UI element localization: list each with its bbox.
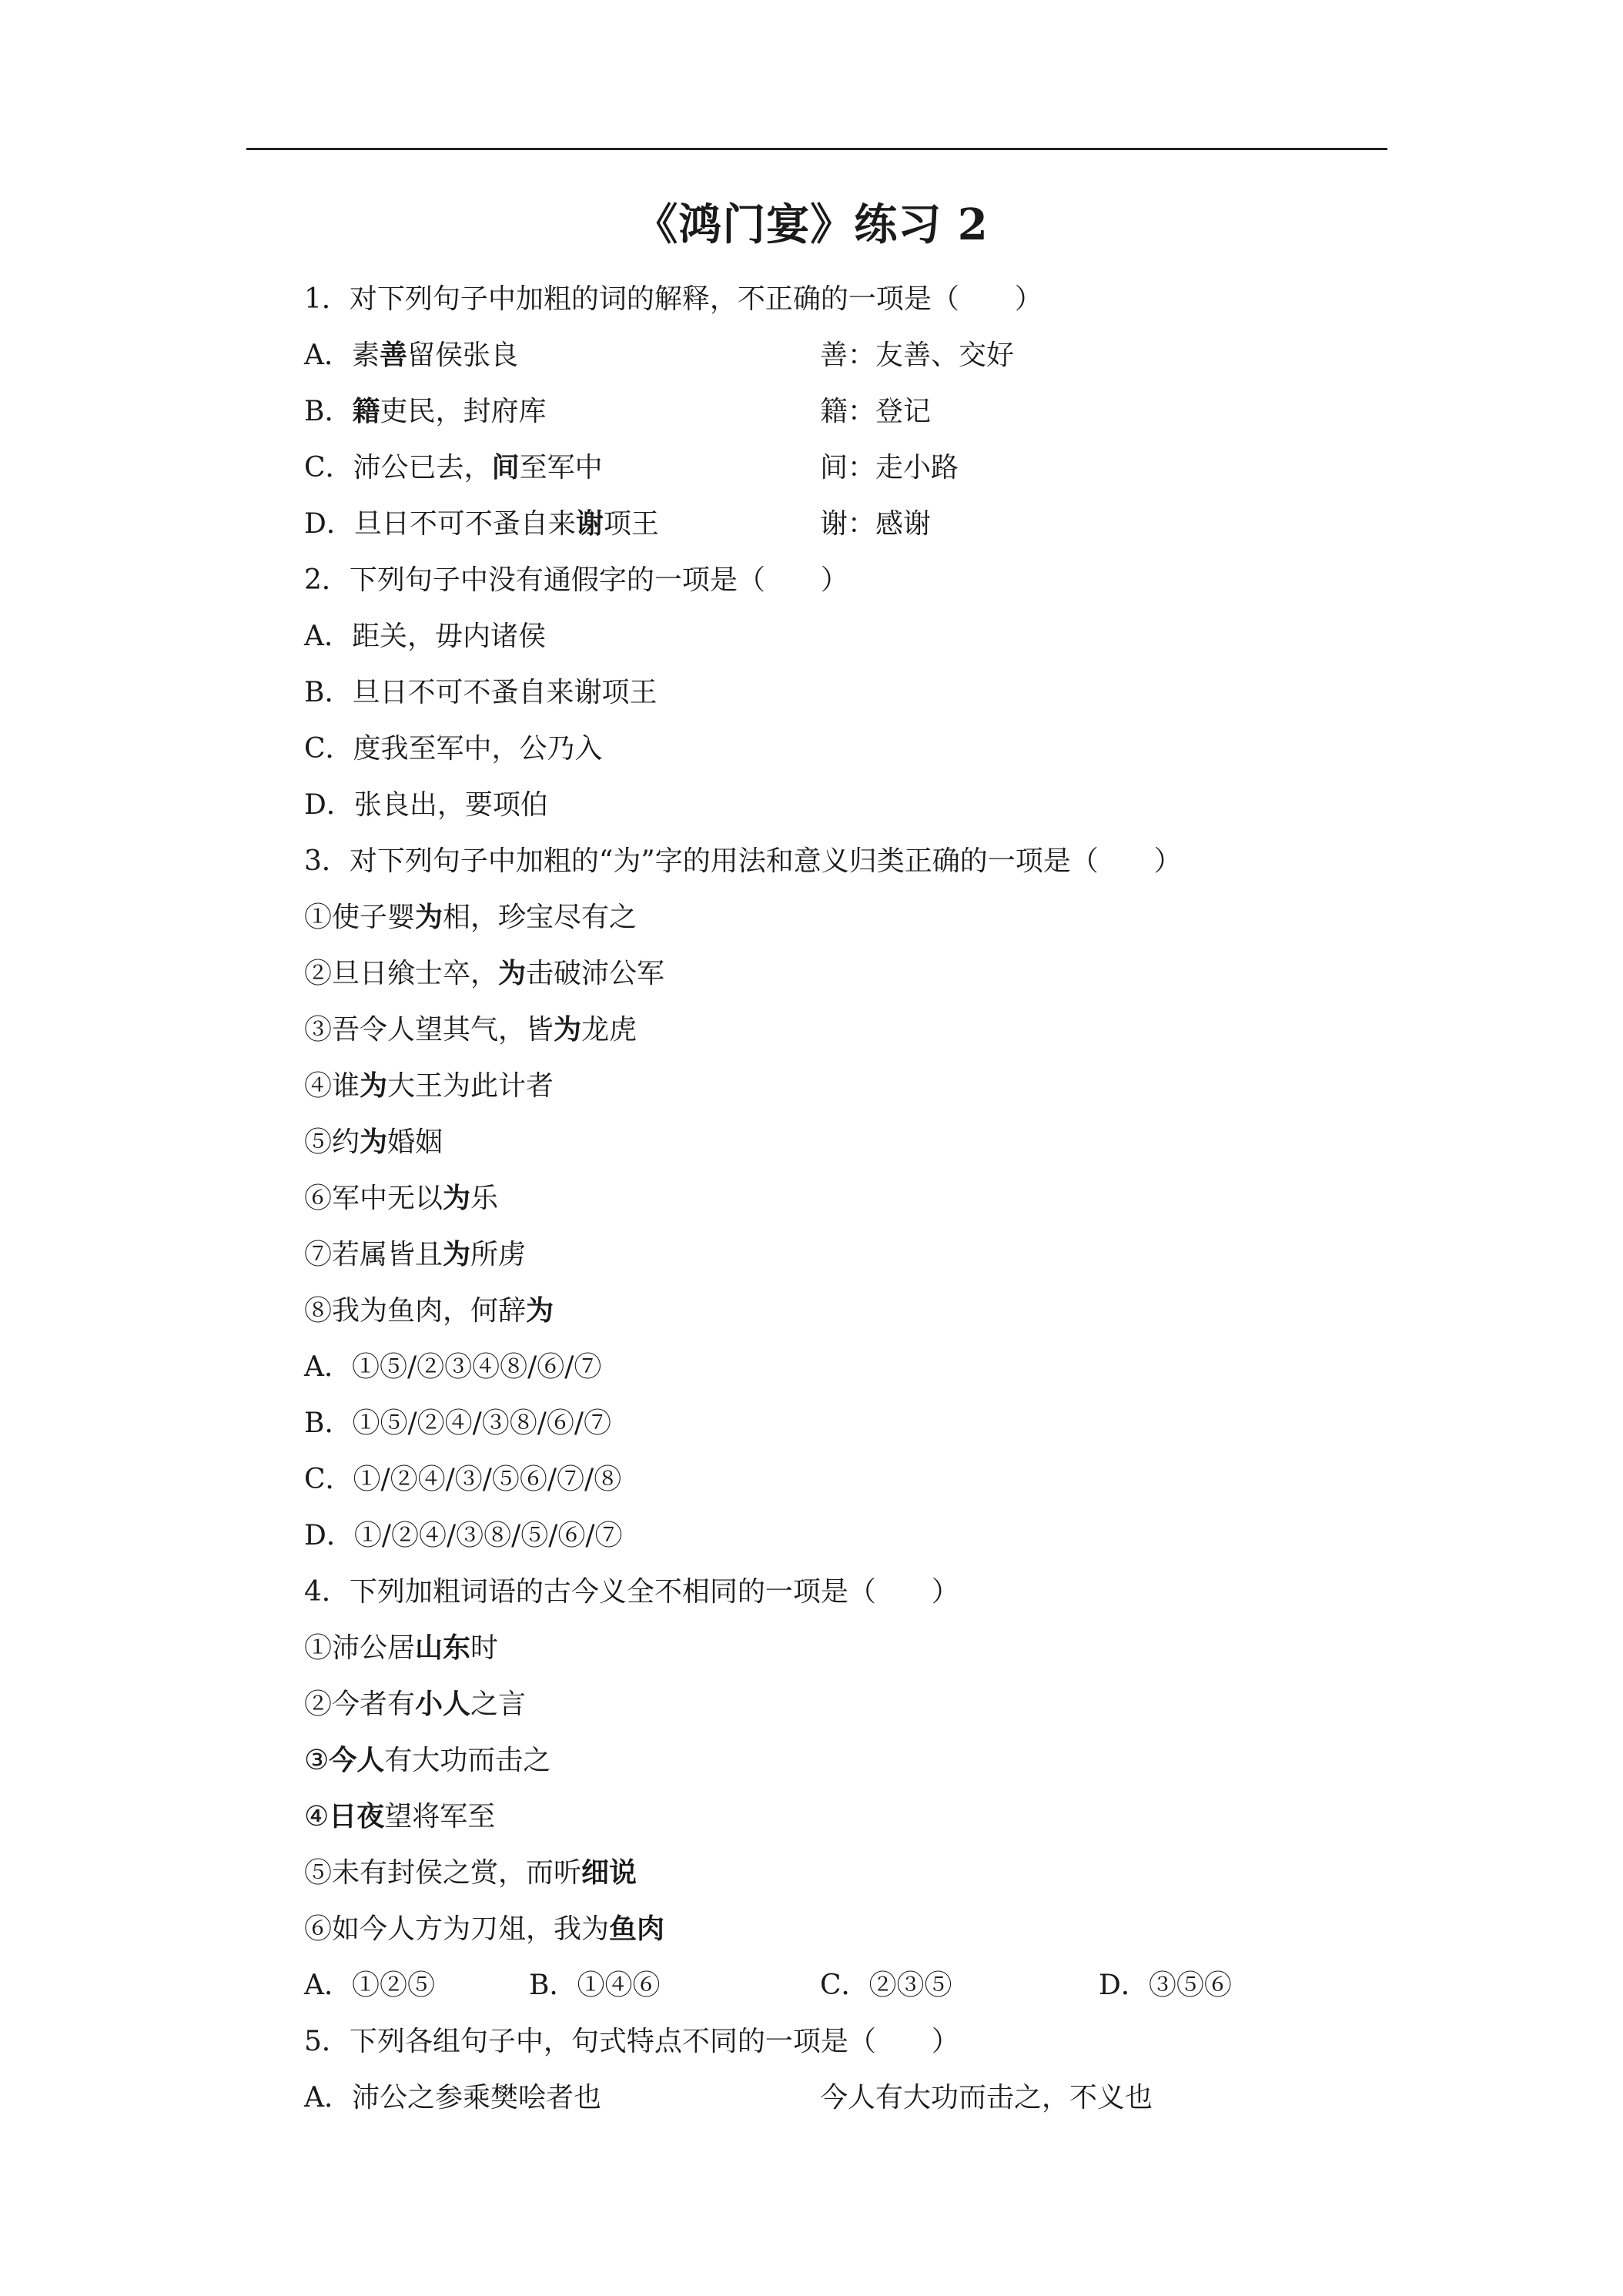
question-3-item: ⑥军中无以为乐 [304, 1182, 499, 1214]
question-3-option-c: C．①/②④/③/⑤⑥/⑦/⑧ [304, 1464, 622, 1495]
bold-word: 细说 [581, 1856, 637, 1889]
bold-word: 为 [415, 901, 443, 933]
bold-word: 为 [554, 1013, 582, 1046]
question-3-item: ⑧我为鱼肉，何辞为 [304, 1294, 554, 1327]
question-2-option-c: C．度我至军中，公乃入 [304, 733, 603, 765]
question-3-item: ④谁为大王为此计者 [304, 1069, 554, 1102]
gloss: 善：友善、交好 [820, 340, 1015, 371]
question-4-option-b: B．①④⑥ [529, 1970, 661, 2001]
question-2-option-a: A．距关，毋内诸侯 [304, 621, 546, 652]
question-4-item: ②今者有小人之言 [304, 1688, 527, 1720]
page-title: 《鸿门宴》练习 2 [634, 199, 989, 250]
bold-word: 为 [360, 1126, 388, 1158]
bold-word: 善 [380, 339, 408, 371]
question-1-stem: 1．对下列句子中加粗的词的解释，不正确的一项是（ ） [304, 283, 1042, 315]
bold-word: 为 [498, 957, 527, 989]
question-4-options [304, 1957, 1397, 2013]
bold-word: 鱼肉 [609, 1913, 665, 1945]
question-3-item: ②旦日飨士卒，为击破沛公军 [304, 957, 665, 989]
bold-word: 籍 [352, 395, 380, 427]
question-3-item: ⑤约为婚姻 [304, 1126, 443, 1158]
question-2-option-b: B．旦日不可不蚤自来谢项王 [304, 677, 658, 708]
question-3-option-b: B．①⑤/②④/③⑧/⑥/⑦ [304, 1407, 611, 1439]
question-1-option-d: D．旦日不可不蚤自来谢项王 谢：感谢 [304, 496, 1397, 552]
question-3-option-a: A．①⑤/②③④⑧/⑥/⑦ [304, 1351, 602, 1383]
question-3-option-d: D．①/②④/③⑧/⑤/⑥/⑦ [304, 1520, 623, 1551]
question-4-item: ③今人有大功而击之 [304, 1744, 551, 1776]
header-rule [246, 148, 1387, 150]
question-5-option-a: A．沛公之参乘樊哙者也 今人有大功而击之，不义也 [304, 2082, 1153, 2114]
question-3-stem: 3．对下列句子中加粗的“为”字的用法和意义归类正确的一项是（ ） [304, 845, 1182, 877]
exercise-body [304, 271, 1397, 2126]
question-4-item: ①沛公居山东时 [304, 1632, 499, 1664]
question-5-stem: 5．下列各组句子中，句式特点不同的一项是（ ） [304, 2026, 959, 2057]
question-1-option-a: A．素善留侯张良 善：友善、交好 [304, 327, 1397, 383]
gloss: 间：走小路 [820, 452, 959, 484]
bold-word: 今人 [329, 1744, 385, 1776]
question-4-option-d: D．③⑤⑥ [1099, 1970, 1232, 2001]
bold-word: 为 [443, 1238, 471, 1270]
gloss: 谢：感谢 [820, 508, 932, 540]
bold-word: 日夜 [329, 1800, 385, 1832]
bold-word: 小人 [415, 1688, 471, 1720]
question-4-stem: 4．下列加粗词语的古今义全不相同的一项是（ ） [304, 1576, 959, 1608]
bold-word: 为 [526, 1294, 554, 1327]
bold-word: 为 [443, 1182, 471, 1214]
bold-word: 间 [491, 451, 520, 484]
bold-word: 为 [360, 1069, 388, 1102]
question-2-stem: 2．下列句子中没有通假字的一项是（ ） [304, 564, 848, 596]
question-2-option-d: D．张良出，要项伯 [304, 789, 548, 821]
question-1-option-c: C．沛公已去，间至军中 间：走小路 [304, 440, 1397, 496]
bold-word: 山东 [415, 1632, 471, 1664]
question-4-item: ④日夜望将军至 [304, 1800, 496, 1832]
question-4-item: ⑤未有封侯之赏，而听细说 [304, 1856, 637, 1889]
question-3-item: ①使子婴为相，珍宝尽有之 [304, 901, 637, 933]
bold-word: 谢 [575, 507, 604, 540]
question-4-option-a: A．①②⑤ [304, 1970, 435, 2001]
question-3-item: ③吾令人望其气，皆为龙虎 [304, 1013, 637, 1046]
gloss: 籍：登记 [820, 396, 932, 427]
question-3-item: ⑦若属皆且为所虏 [304, 1238, 527, 1270]
question-4-option-c: C．②③⑤ [820, 1970, 952, 2001]
question-4-item: ⑥如今人方为刀俎，我为鱼肉 [304, 1913, 665, 1945]
question-1-option-b: B．籍吏民，封府库 籍：登记 [304, 383, 1397, 440]
